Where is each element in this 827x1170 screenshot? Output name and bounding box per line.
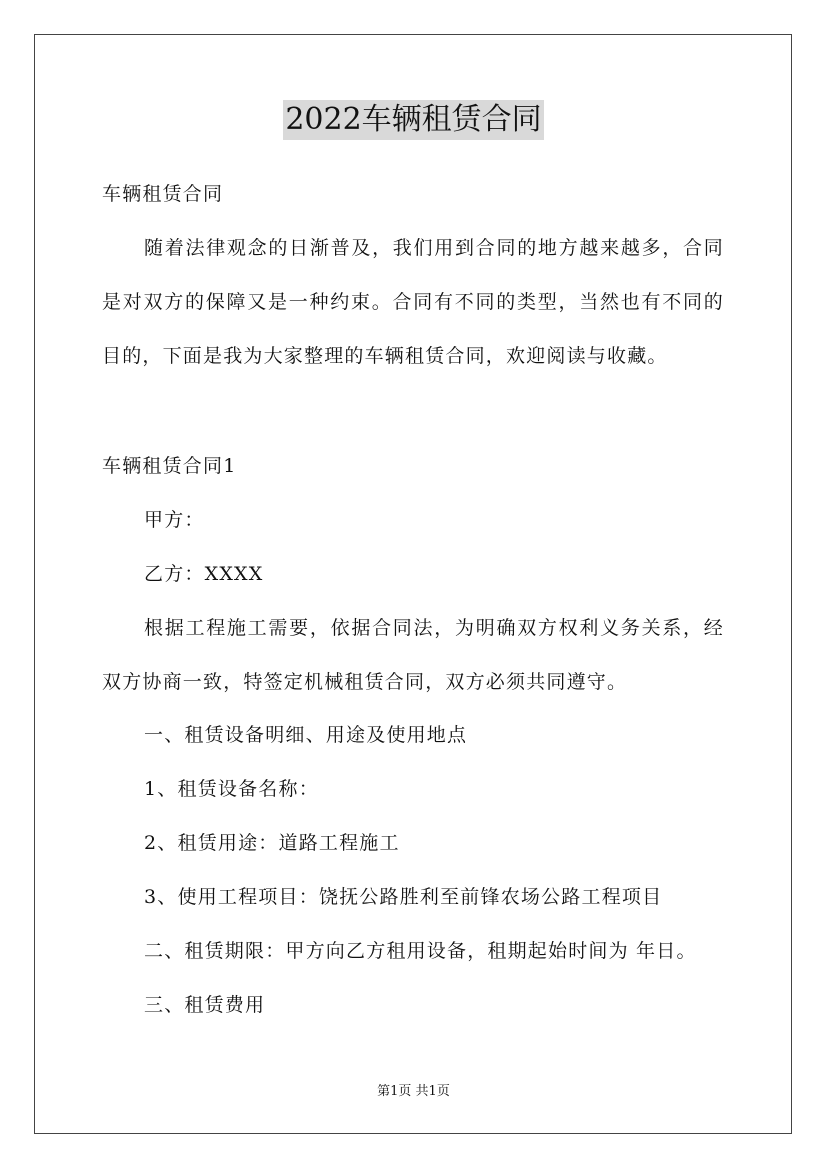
page-footer: 第1页 共1页 [377, 1084, 450, 1099]
party-b: 乙方：XXXX [144, 563, 264, 585]
clause-2: 二、租赁期限：甲方向乙方租用设备，租期起始时间为 年日。 [144, 940, 697, 962]
clause-3: 三、租赁费用 [144, 994, 266, 1016]
document-subtitle: 车辆租赁合同 [102, 183, 224, 205]
basis-line-2: 双方协商一致，特签定机械租赁合同，双方必须共同遵守。 [102, 671, 628, 693]
document-title: 2022车辆租赁合同 [283, 100, 543, 140]
intro-line-2: 是对双方的保障又是一种约束。合同有不同的类型，当然也有不同的 [102, 291, 724, 313]
section-heading: 车辆租赁合同1 [102, 455, 237, 477]
clause-1-item-1: 1、租赁设备名称： [144, 778, 319, 800]
basis-line-1: 根据工程施工需要，依据合同法，为明确双方权利义务关系，经 [144, 617, 724, 639]
title-container [0, 100, 827, 140]
clause-1-item-3: 3、使用工程项目：饶抚公路胜利至前锋农场公路工程项目 [144, 886, 663, 908]
clause-1-item-2: 2、租赁用途：道路工程施工 [144, 832, 400, 854]
clause-1: 一、租赁设备明细、用途及使用地点 [144, 724, 468, 746]
intro-line-3: 目的，下面是我为大家整理的车辆租赁合同，欢迎阅读与收藏。 [102, 345, 668, 367]
party-a: 甲方： [144, 509, 205, 531]
intro-line-1: 随着法律观念的日渐普及，我们用到合同的地方越来越多，合同 [144, 237, 724, 259]
